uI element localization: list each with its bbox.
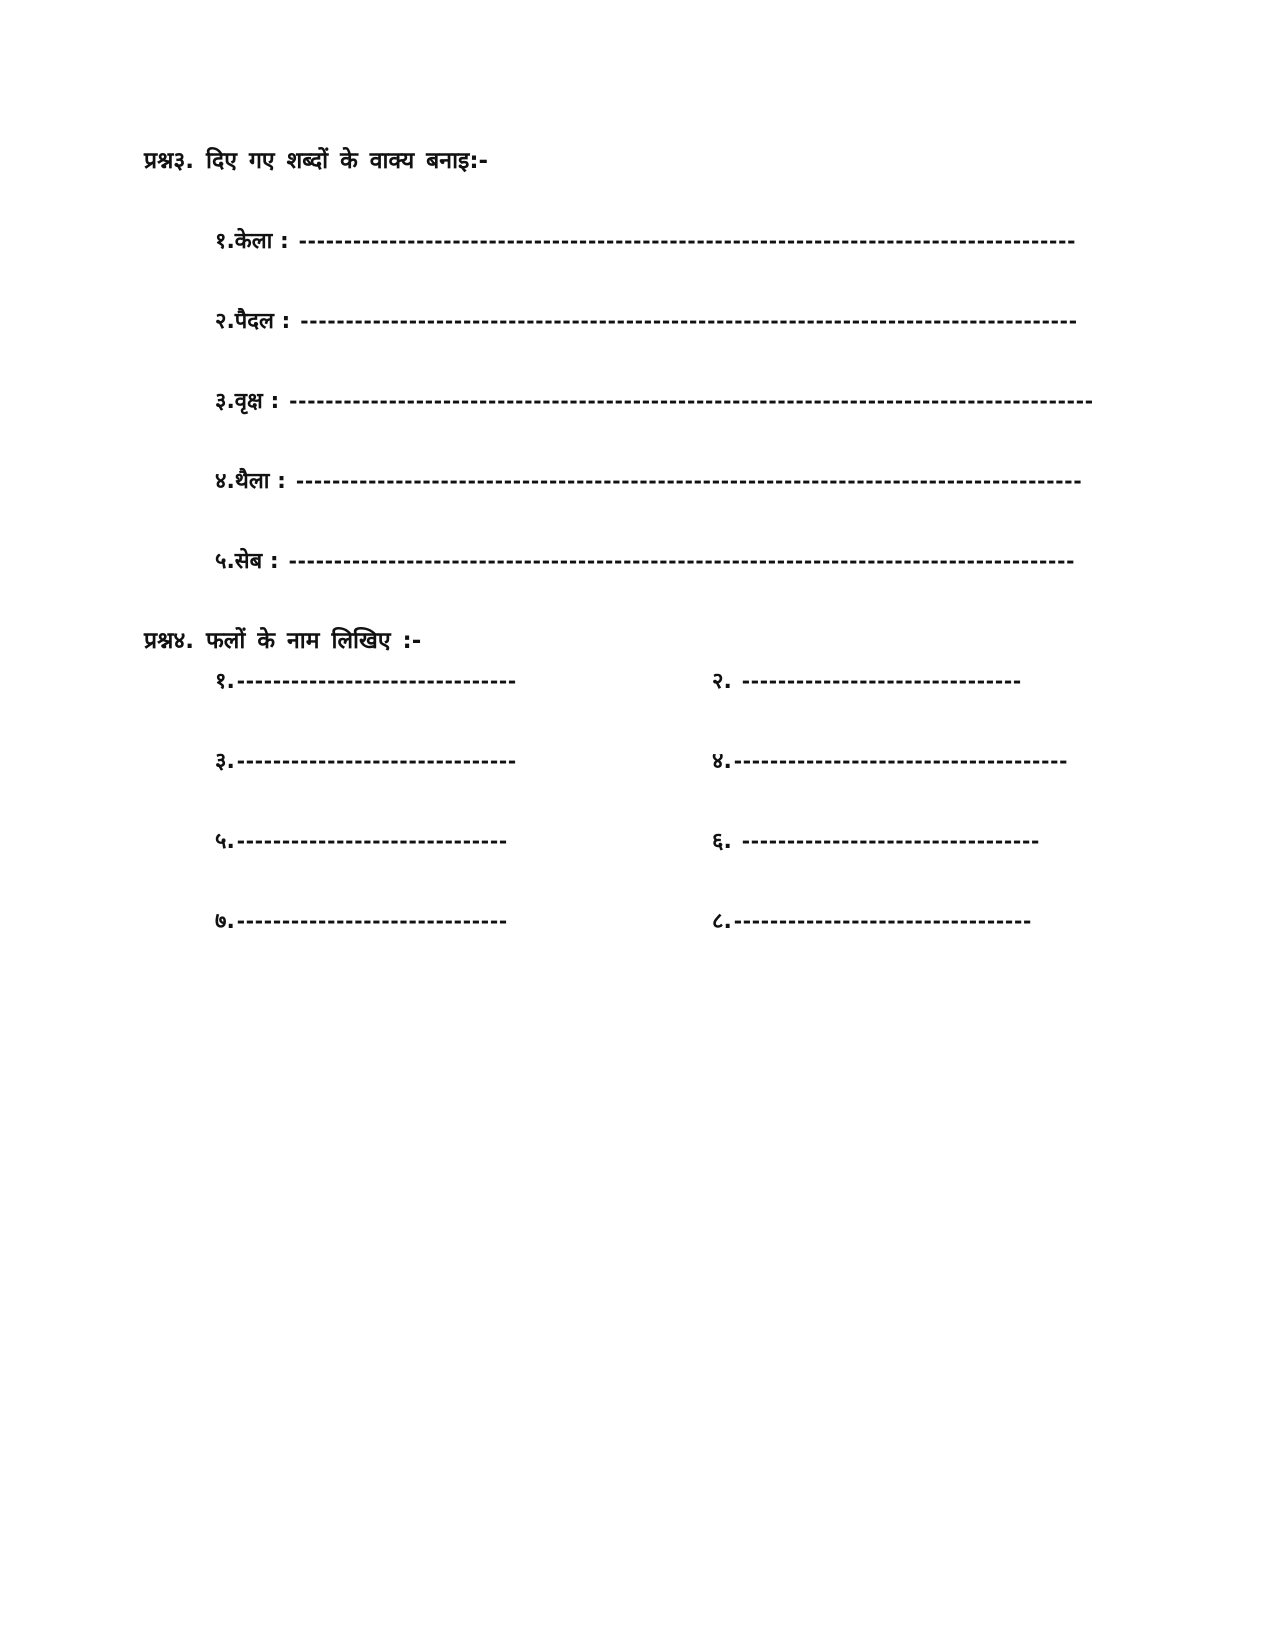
sentence-item-4 xyxy=(215,465,1081,498)
fruit-item-7 xyxy=(215,905,506,938)
answer-blank[interactable]: ------------------------------ xyxy=(234,829,507,853)
fruit-item-1 xyxy=(215,665,515,698)
fruit-number: २. xyxy=(712,669,732,694)
sentence-item-5 xyxy=(215,545,1073,578)
sentence-item-2 xyxy=(215,305,1076,338)
fruit-item-5 xyxy=(215,825,506,858)
sentence-word-label: २.पैदल : xyxy=(215,309,291,334)
sentence-word-label: १.केला : xyxy=(215,229,289,254)
fruit-item-2 xyxy=(712,665,1020,698)
question-4-heading: प्रश्न४. फलों के नाम लिखिए :- xyxy=(144,628,422,654)
fruit-number: १. xyxy=(215,669,235,694)
sentence-word-label: ३.वृक्ष : xyxy=(215,389,280,414)
answer-blank[interactable]: ------------------------------- xyxy=(234,749,516,773)
sentence-item-1 xyxy=(215,225,1074,258)
fruit-number: ३. xyxy=(215,749,235,774)
fruit-item-8 xyxy=(712,905,1030,938)
answer-blank[interactable]: ------------------------------- xyxy=(739,669,1021,693)
sentence-word-label: ४.थैला : xyxy=(215,469,286,494)
answer-blank[interactable]: ------------------------------ xyxy=(234,909,507,933)
answer-blank[interactable]: -------------------------------------------------------------------------------------- xyxy=(298,309,1076,333)
answer-blank[interactable]: ------------------------------- xyxy=(234,669,516,693)
fruit-item-6 xyxy=(712,825,1038,858)
fruit-number: ६. xyxy=(712,829,732,854)
sentence-word-label: ५.सेब : xyxy=(215,549,279,574)
answer-blank[interactable]: --------------------------------- xyxy=(731,909,1031,933)
fruit-number: ८. xyxy=(712,909,732,934)
fruit-number: ५. xyxy=(215,829,235,854)
sentence-item-3 xyxy=(215,385,1092,418)
answer-blank[interactable]: --------------------------------------------------------------------------------------- xyxy=(286,549,1074,573)
answer-blank[interactable]: --------------------------------------------------------------------------------------- xyxy=(293,469,1081,493)
fruit-item-3 xyxy=(215,745,515,778)
fruit-number: ४. xyxy=(712,749,732,774)
answer-blank[interactable]: --------------------------------- xyxy=(739,829,1039,853)
answer-blank[interactable]: ----------------------------------------------------------------------------------------- xyxy=(287,389,1092,413)
fruit-item-4 xyxy=(712,745,1066,778)
question-3-heading: प्रश्न३. दिए गए शब्दों के वाक्य बनाइ:- xyxy=(144,148,489,174)
answer-blank[interactable]: -------------------------------------------------------------------------------------- xyxy=(296,229,1075,253)
answer-blank[interactable]: ------------------------------------- xyxy=(731,749,1067,773)
fruit-number: ७. xyxy=(215,909,235,934)
